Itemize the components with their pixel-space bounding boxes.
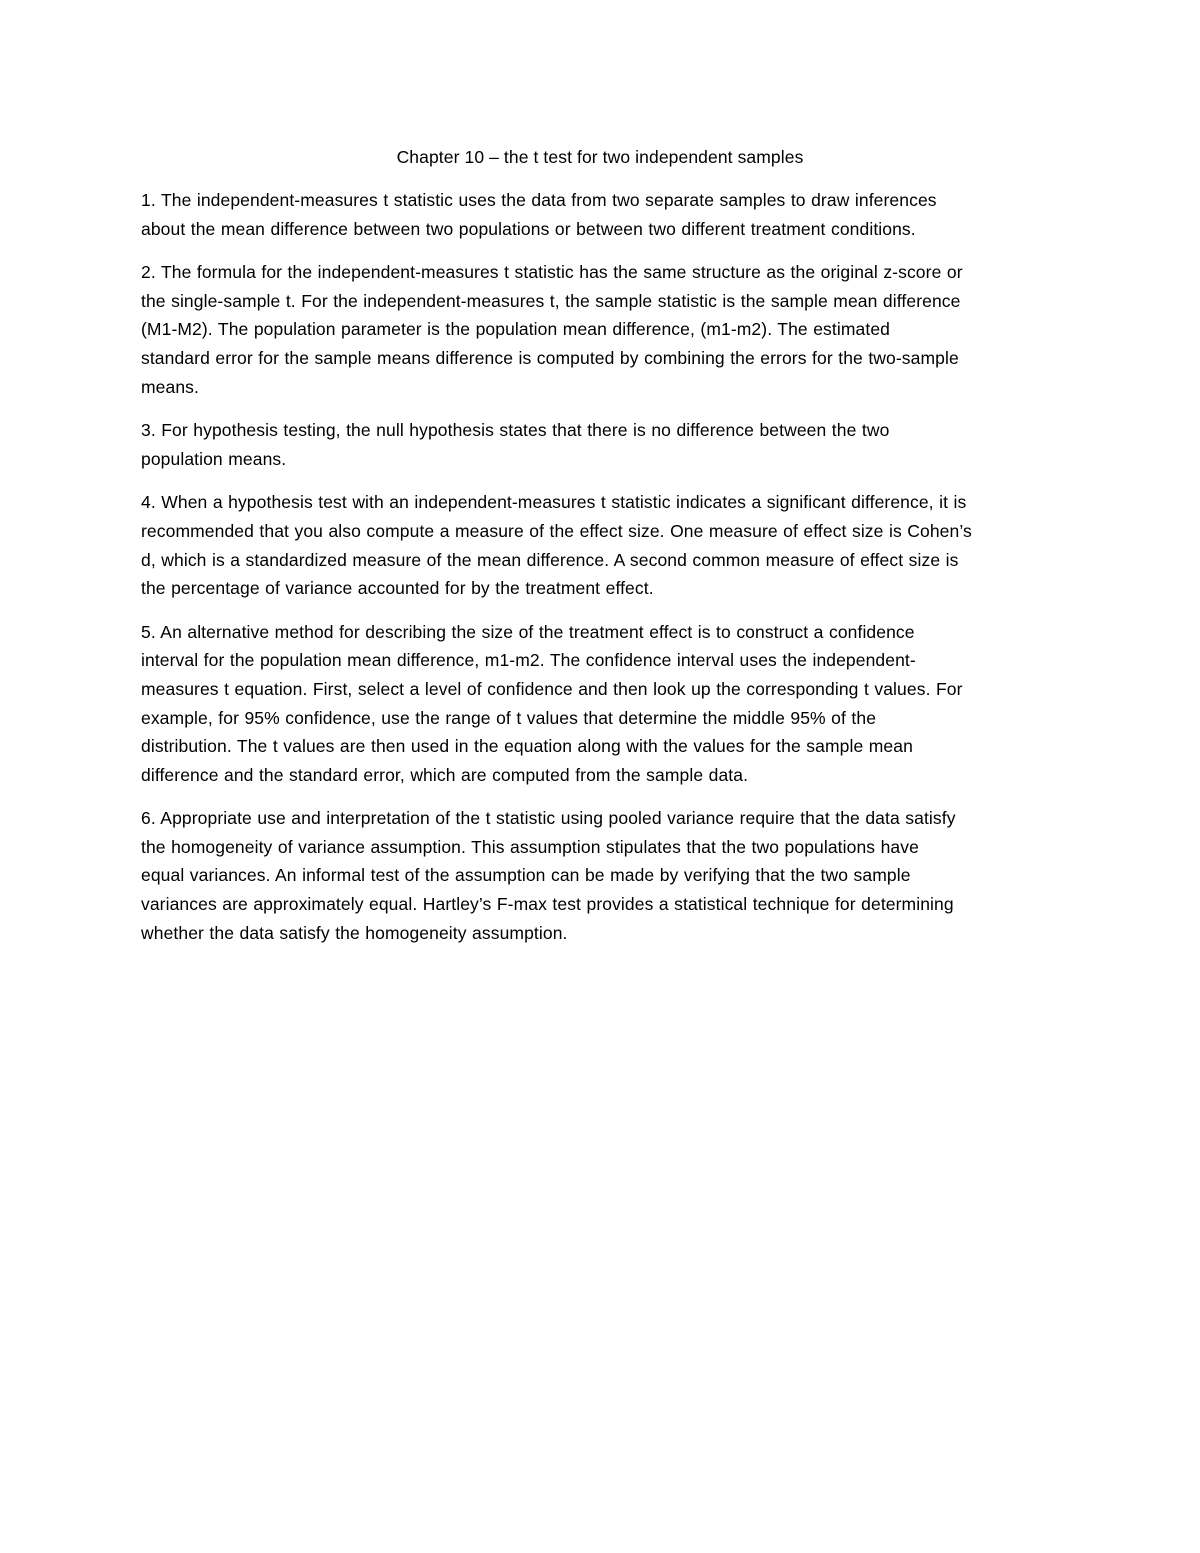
paragraph-line: difference and the standard error, which are computed from the sample data. (141, 764, 749, 785)
paragraph-line: the percentage of variance accounted for by the treatment effect. (141, 578, 654, 599)
paragraph-line: recommended that you also compute a measure of the effect size. One measure of effect size is Cohen’s (141, 520, 972, 541)
paragraph-line: standard error for the sample means difference is computed by combining the errors for the two-sample (141, 347, 959, 368)
paragraph-line: 1. The independent-measures t statistic uses the data from two separate samples to draw inferences (141, 190, 937, 210)
paragraph-line: (M1-M2). The population parameter is the population mean difference, (m1-m2). The estimated (141, 319, 890, 340)
document-content (141, 143, 1059, 962)
paragraph-2 (141, 258, 1059, 401)
paragraph-1 (141, 186, 1059, 243)
paragraph-line: variances are approximately equal. Hartley’s F-max test provides a statistical technique for determining (141, 894, 954, 915)
paragraph-line: 5. An alternative method for describing the size of the treatment effect is to construct a confidence (141, 621, 915, 642)
paragraph-line: means. (141, 376, 199, 397)
paragraph-line: the homogeneity of variance assumption. This assumption stipulates that the two populations have (141, 836, 919, 857)
paragraph-3 (141, 416, 1059, 473)
paragraph-line: 4. When a hypothesis test with an independent-measures t statistic indicates a significant difference, it is (141, 492, 967, 513)
paragraph-line: the single-sample t. For the independent-measures t, the sample statistic is the sample mean difference (141, 290, 961, 311)
paragraph-line: d, which is a standardized measure of the mean difference. A second common measure of effect size is (141, 549, 959, 570)
paragraph-line: whether the data satisfy the homogeneity assumption. (141, 922, 568, 943)
paragraph-line: interval for the population mean difference, m1-m2. The confidence interval uses the independent- (141, 650, 916, 671)
paragraph-line: about the mean difference between two populations or between two different treatment conditions. (141, 218, 916, 239)
paragraph-4 (141, 488, 1059, 602)
paragraph-line: 3. For hypothesis testing, the null hypothesis states that there is no difference between the two (141, 420, 890, 441)
document-title: Chapter 10 – the t test for two independent samples (396, 147, 804, 167)
paragraph-line: population means. (141, 448, 287, 469)
paragraph-line: 2. The formula for the independent-measures t statistic has the same structure as the original z-score or (141, 262, 963, 283)
paragraph-line: equal variances. An informal test of the assumption can be made by verifying that the two sample (141, 865, 911, 886)
paragraph-line: measures t equation. First, select a level of confidence and then look up the corresponding t values. For (141, 678, 963, 699)
paragraph-line: distribution. The t values are then used in the equation along with the values for the sample mean (141, 736, 913, 757)
paragraph-line: 6. Appropriate use and interpretation of the t statistic using pooled variance require that the data satisfy (141, 808, 956, 829)
paragraph-line: example, for 95% confidence, use the range of t values that determine the middle 95% of the (141, 707, 877, 728)
paragraph-5 (141, 618, 1059, 790)
paragraph-6 (141, 804, 1059, 947)
